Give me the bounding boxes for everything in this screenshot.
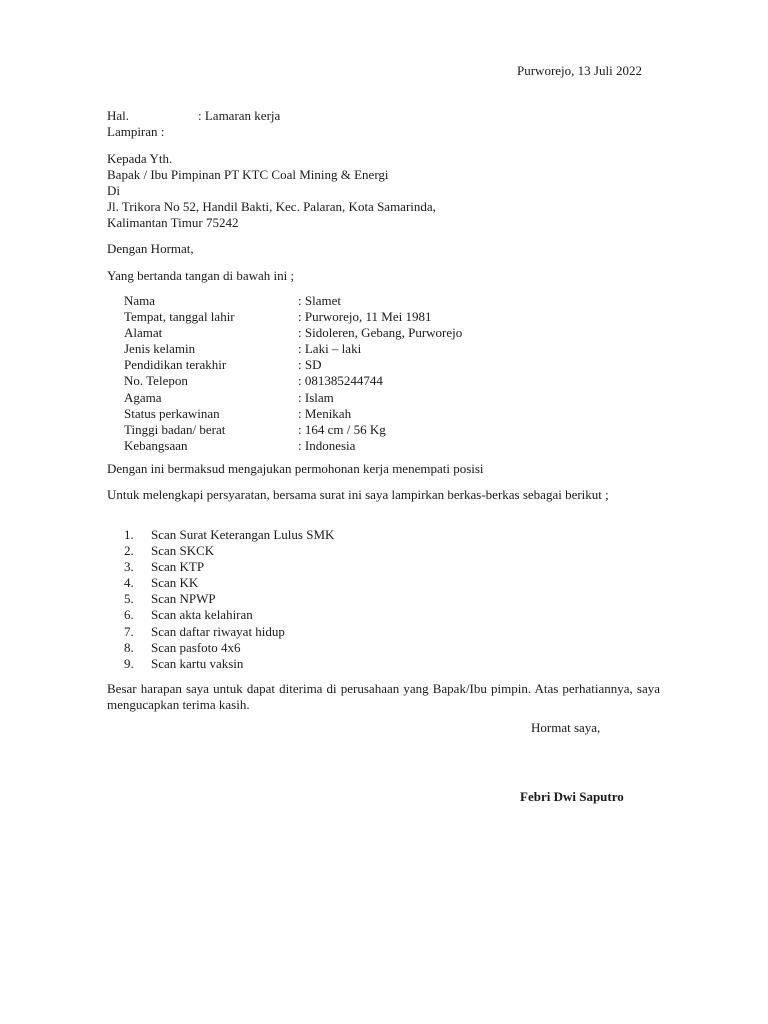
- identity-value: : Purworejo, 11 Mei 1981: [298, 309, 432, 325]
- list-item: [124, 624, 334, 640]
- identity-value: : 081385244744: [298, 373, 383, 389]
- list-number: 8.: [124, 639, 134, 655]
- closing-paragraph: Besar harapan saya untuk dapat diterima di perusahaan yang Bapak/Ibu pimpin. Atas perhatiannya, saya mengucapkan terima kasih.: [107, 681, 660, 712]
- identity-value: : Slamet: [298, 293, 341, 308]
- identity-label: Tinggi badan/ berat: [124, 421, 226, 437]
- identity-label: Alamat: [124, 325, 163, 341]
- list-number: 4.: [124, 575, 134, 591]
- signoff: Hormat saya,: [531, 720, 601, 735]
- recipient-line: Di: [107, 183, 120, 198]
- list-text: Scan NPWP: [151, 591, 216, 607]
- subject-label: Hal.: [107, 108, 130, 123]
- recipient-line: Kalimantan Timur 75242: [107, 215, 239, 230]
- subject-value: : Lamaran kerja: [198, 108, 281, 123]
- list-number: 1.: [124, 527, 134, 542]
- list-number: 9.: [124, 655, 134, 671]
- greeting: Dengan Hormat,: [107, 241, 194, 256]
- identity-row: [124, 406, 462, 422]
- identity-value: : Menikah: [298, 405, 352, 421]
- list-text: Scan KTP: [151, 559, 205, 575]
- identity-label: Tempat, tanggal lahir: [124, 309, 235, 325]
- identity-label: No. Telepon: [124, 373, 188, 389]
- identity-row: [124, 422, 462, 438]
- list-item: [124, 640, 334, 656]
- identity-row: [124, 357, 462, 373]
- attachment-label: Lampiran :: [107, 124, 165, 139]
- list-item: [124, 607, 334, 623]
- list-text: Scan pasfoto 4x6: [151, 639, 241, 655]
- identity-label: Kebangsaan: [124, 437, 188, 453]
- identity-value: : Indonesia: [298, 437, 356, 453]
- date-line: Purworejo, 13 Juli 2022: [517, 63, 642, 78]
- list-text: Scan akta kelahiran: [151, 607, 253, 623]
- identity-value: : Sidoleren, Gebang, Purworejo: [298, 325, 463, 341]
- list-text: Scan kartu vaksin: [151, 655, 244, 671]
- list-item: [124, 559, 334, 575]
- identity-row: [124, 293, 462, 309]
- list-text: Scan Surat Keterangan Lulus SMK: [151, 527, 335, 542]
- recipient-block: [107, 151, 436, 231]
- list-item: [124, 591, 334, 607]
- requirements-paragraph: Untuk melengkapi persyaratan, bersama surat ini saya lampirkan berkas-berkas sebagai berikut ;: [107, 487, 609, 502]
- list-number: 3.: [124, 559, 134, 575]
- identity-row: [124, 309, 462, 325]
- list-number: 2.: [124, 543, 134, 559]
- list-text: Scan KK: [151, 575, 199, 591]
- list-item: [124, 575, 334, 591]
- intro-line: Yang bertanda tangan di bawah ini ;: [107, 268, 295, 283]
- identity-row: [124, 325, 462, 341]
- purpose-line: Dengan ini bermaksud mengajukan permohonan kerja menempati posisi: [107, 461, 484, 476]
- identity-label: Jenis kelamin: [124, 341, 196, 357]
- list-item: [124, 543, 334, 559]
- list-text: Scan daftar riwayat hidup: [151, 623, 285, 639]
- identity-label: Agama: [124, 389, 162, 405]
- identity-value: : SD: [298, 357, 322, 373]
- identity-table: [124, 293, 462, 454]
- identity-value: : 164 cm / 56 Kg: [298, 421, 386, 437]
- recipient-line: Kepada Yth.: [107, 151, 173, 166]
- list-number: 7.: [124, 623, 134, 639]
- list-item: [124, 656, 334, 672]
- documents-list: [124, 527, 334, 672]
- list-number: 5.: [124, 591, 134, 607]
- recipient-line: Jl. Trikora No 52, Handil Bakti, Kec. Palaran, Kota Samarinda,: [107, 199, 436, 214]
- identity-row: [124, 390, 462, 406]
- identity-label: Pendidikan terakhir: [124, 357, 227, 373]
- identity-row: [124, 438, 462, 454]
- identity-label: Status perkawinan: [124, 405, 220, 421]
- signer-name: Febri Dwi Saputro: [520, 789, 624, 804]
- recipient-line: Bapak / Ibu Pimpinan PT KTC Coal Mining & Energi: [107, 167, 389, 182]
- list-number: 6.: [124, 607, 134, 623]
- list-text: Scan SKCK: [151, 543, 215, 559]
- identity-value: : Laki – laki: [298, 341, 362, 357]
- identity-value: : Islam: [298, 389, 334, 405]
- list-item: [124, 527, 334, 543]
- identity-row: [124, 373, 462, 389]
- identity-label: Nama: [124, 293, 156, 308]
- identity-row: [124, 341, 462, 357]
